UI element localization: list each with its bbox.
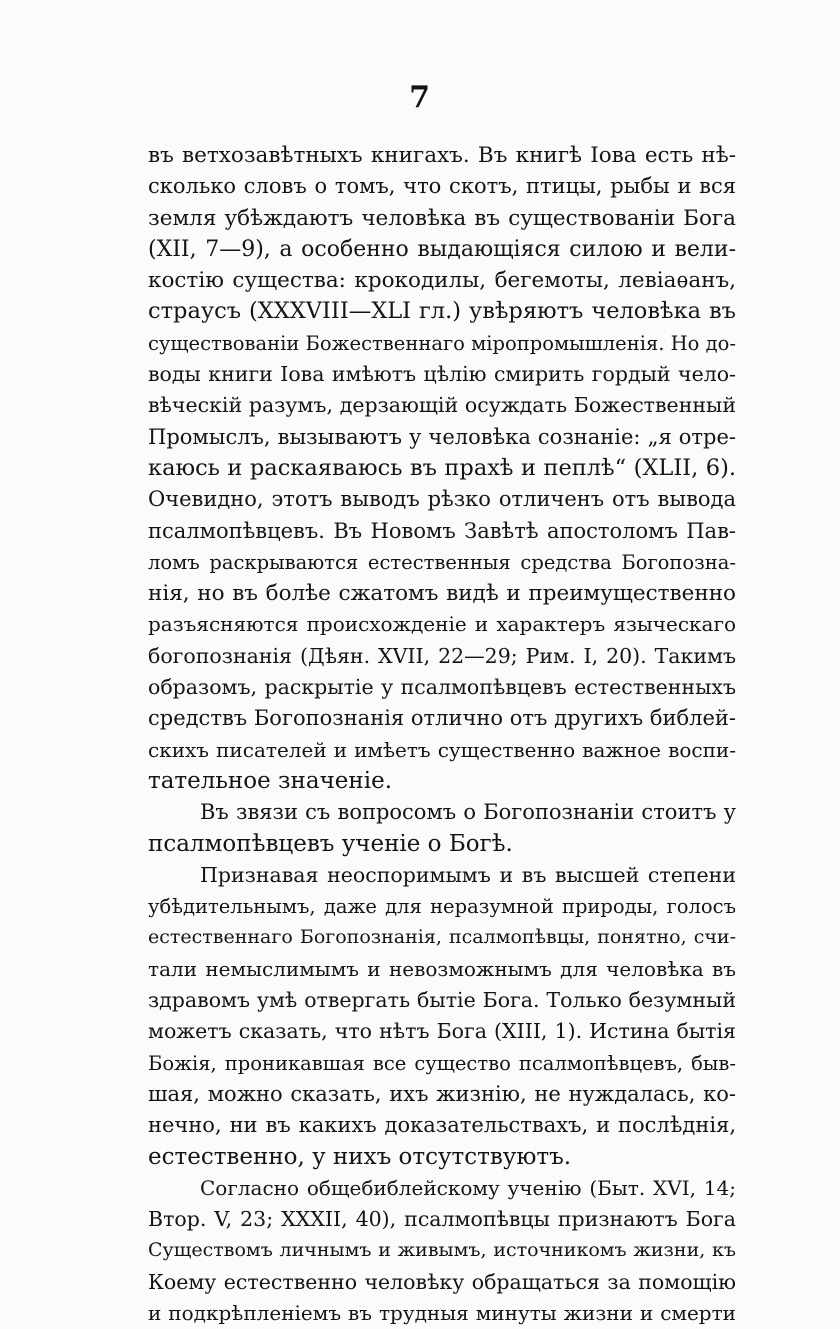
text-line: Согласно общебиблейскому ученію (Быт. XVI, 14; [200,1175,736,1200]
text-line: вѣческій разумъ, дерзающій осуждать Божественный [148,393,736,418]
text-line: можетъ сказать, что нѣтъ Бога (XIII, 1). Истина бытія [148,1019,736,1044]
text-line: Втор. V, 23; XXXII, 40), псалмопѣвцы признаютъ Бога [148,1207,736,1232]
text-line: Признавая неоспоримымъ и въ высшей степени [200,862,736,887]
text-line: естественнаго Богопознанія, псалмопѣвцы, понятно, счи- [148,926,736,949]
text-line: убѣдительнымъ, даже для неразумной природы, голосъ [148,895,736,919]
text-line: существованіи Божественнаго міропромышленія. Но до- [148,331,736,355]
text-line: нія, но въ болѣе сжатомъ видѣ и преимущественно [148,581,736,607]
text-line: Въ звязи съ вопросомъ о Богопознаніи стоитъ у [200,800,736,825]
text-line: Существомъ личнымъ и живымъ, источникомъ жизни, къ [148,1239,736,1262]
text-line: Очевидно, этотъ выводъ рѣзко отличенъ отъ вывода [148,487,736,512]
text-line: въ ветхозавѣтныхъ книгахъ. Въ книгѣ Іова есть нѣ- [148,143,736,168]
text-line: нечно, ни въ какихъ доказательствахъ, и послѣднія, [148,1113,736,1138]
text-line: ломъ раскрываются естественныя средства Богопозна- [148,550,736,574]
text-line: воды книги Іова имѣютъ цѣлію смирить гордый чело- [148,362,736,387]
text-line: здравомъ умѣ отвергать бытіе Бога. Только безумный [148,988,736,1013]
text-line: богопознанія (Дѣян. XVII, 22—29; Рим. I, 20). Такимъ [148,643,736,668]
text-line: Коему естественно человѣку обращаться за помощію [148,1269,736,1294]
text-line: псалмопѣвцевъ ученіе о Богѣ. [148,830,513,857]
text-line: разъясняются происхожденіе и характеръ языческаго [148,612,736,637]
text-line: скихъ писателей и имѣетъ существенно важное воспи- [148,737,736,762]
text-line: тали немыслимымъ и невозможнымъ для человѣка въ [148,956,736,981]
page-number: 7 [409,80,431,115]
text-line: каюсь и раскаяваюсь въ прахѣ и пеплѣ“ (XLII, 6). [148,454,736,481]
text-line: страусъ (XXXVIII—XLI гл.) увѣряютъ человѣка въ [148,298,736,325]
text-line: образомъ, раскрытіе у псалмопѣвцевъ естественныхъ [148,675,736,700]
text-line: Божія, проникавшая все существо псалмопѣвцевъ, быв- [148,1051,736,1075]
paragraph [148,1173,736,1329]
text-line: (XII, 7—9), а особенно выдающіяся силою и вели- [148,236,736,262]
text-line: костію существа: крокодилы, бегемоты, левіаѳанъ, [148,268,736,294]
text-line: сколько словъ о томъ, что скотъ, птицы, рыбы и вся [148,174,736,199]
paragraph [148,140,736,797]
text-line: тательное значеніе. [148,767,393,794]
text-line: естественно, у нихъ отсутствуютъ. [148,1143,572,1170]
paragraph [148,860,736,1173]
text-line: средствъ Богопознанія отлично отъ другихъ библей- [148,706,736,731]
text-line: и подкрѣпленіемъ въ трудныя минуты жизни и смерти [148,1300,736,1325]
text-line: шая, можно сказать, ихъ жизнію, не нуждалась, ко- [148,1081,736,1106]
text-line: земля убѣждаютъ человѣка въ существованіи Бога [148,205,736,231]
text-line: Промыслъ, вызываютъ у человѣка сознаніе: „я отре- [148,424,736,449]
text-line: псалмопѣвцевъ. Въ Новомъ Завѣтѣ апостоломъ Пав- [148,518,736,543]
body-text [148,140,736,1329]
paragraph [148,797,736,860]
